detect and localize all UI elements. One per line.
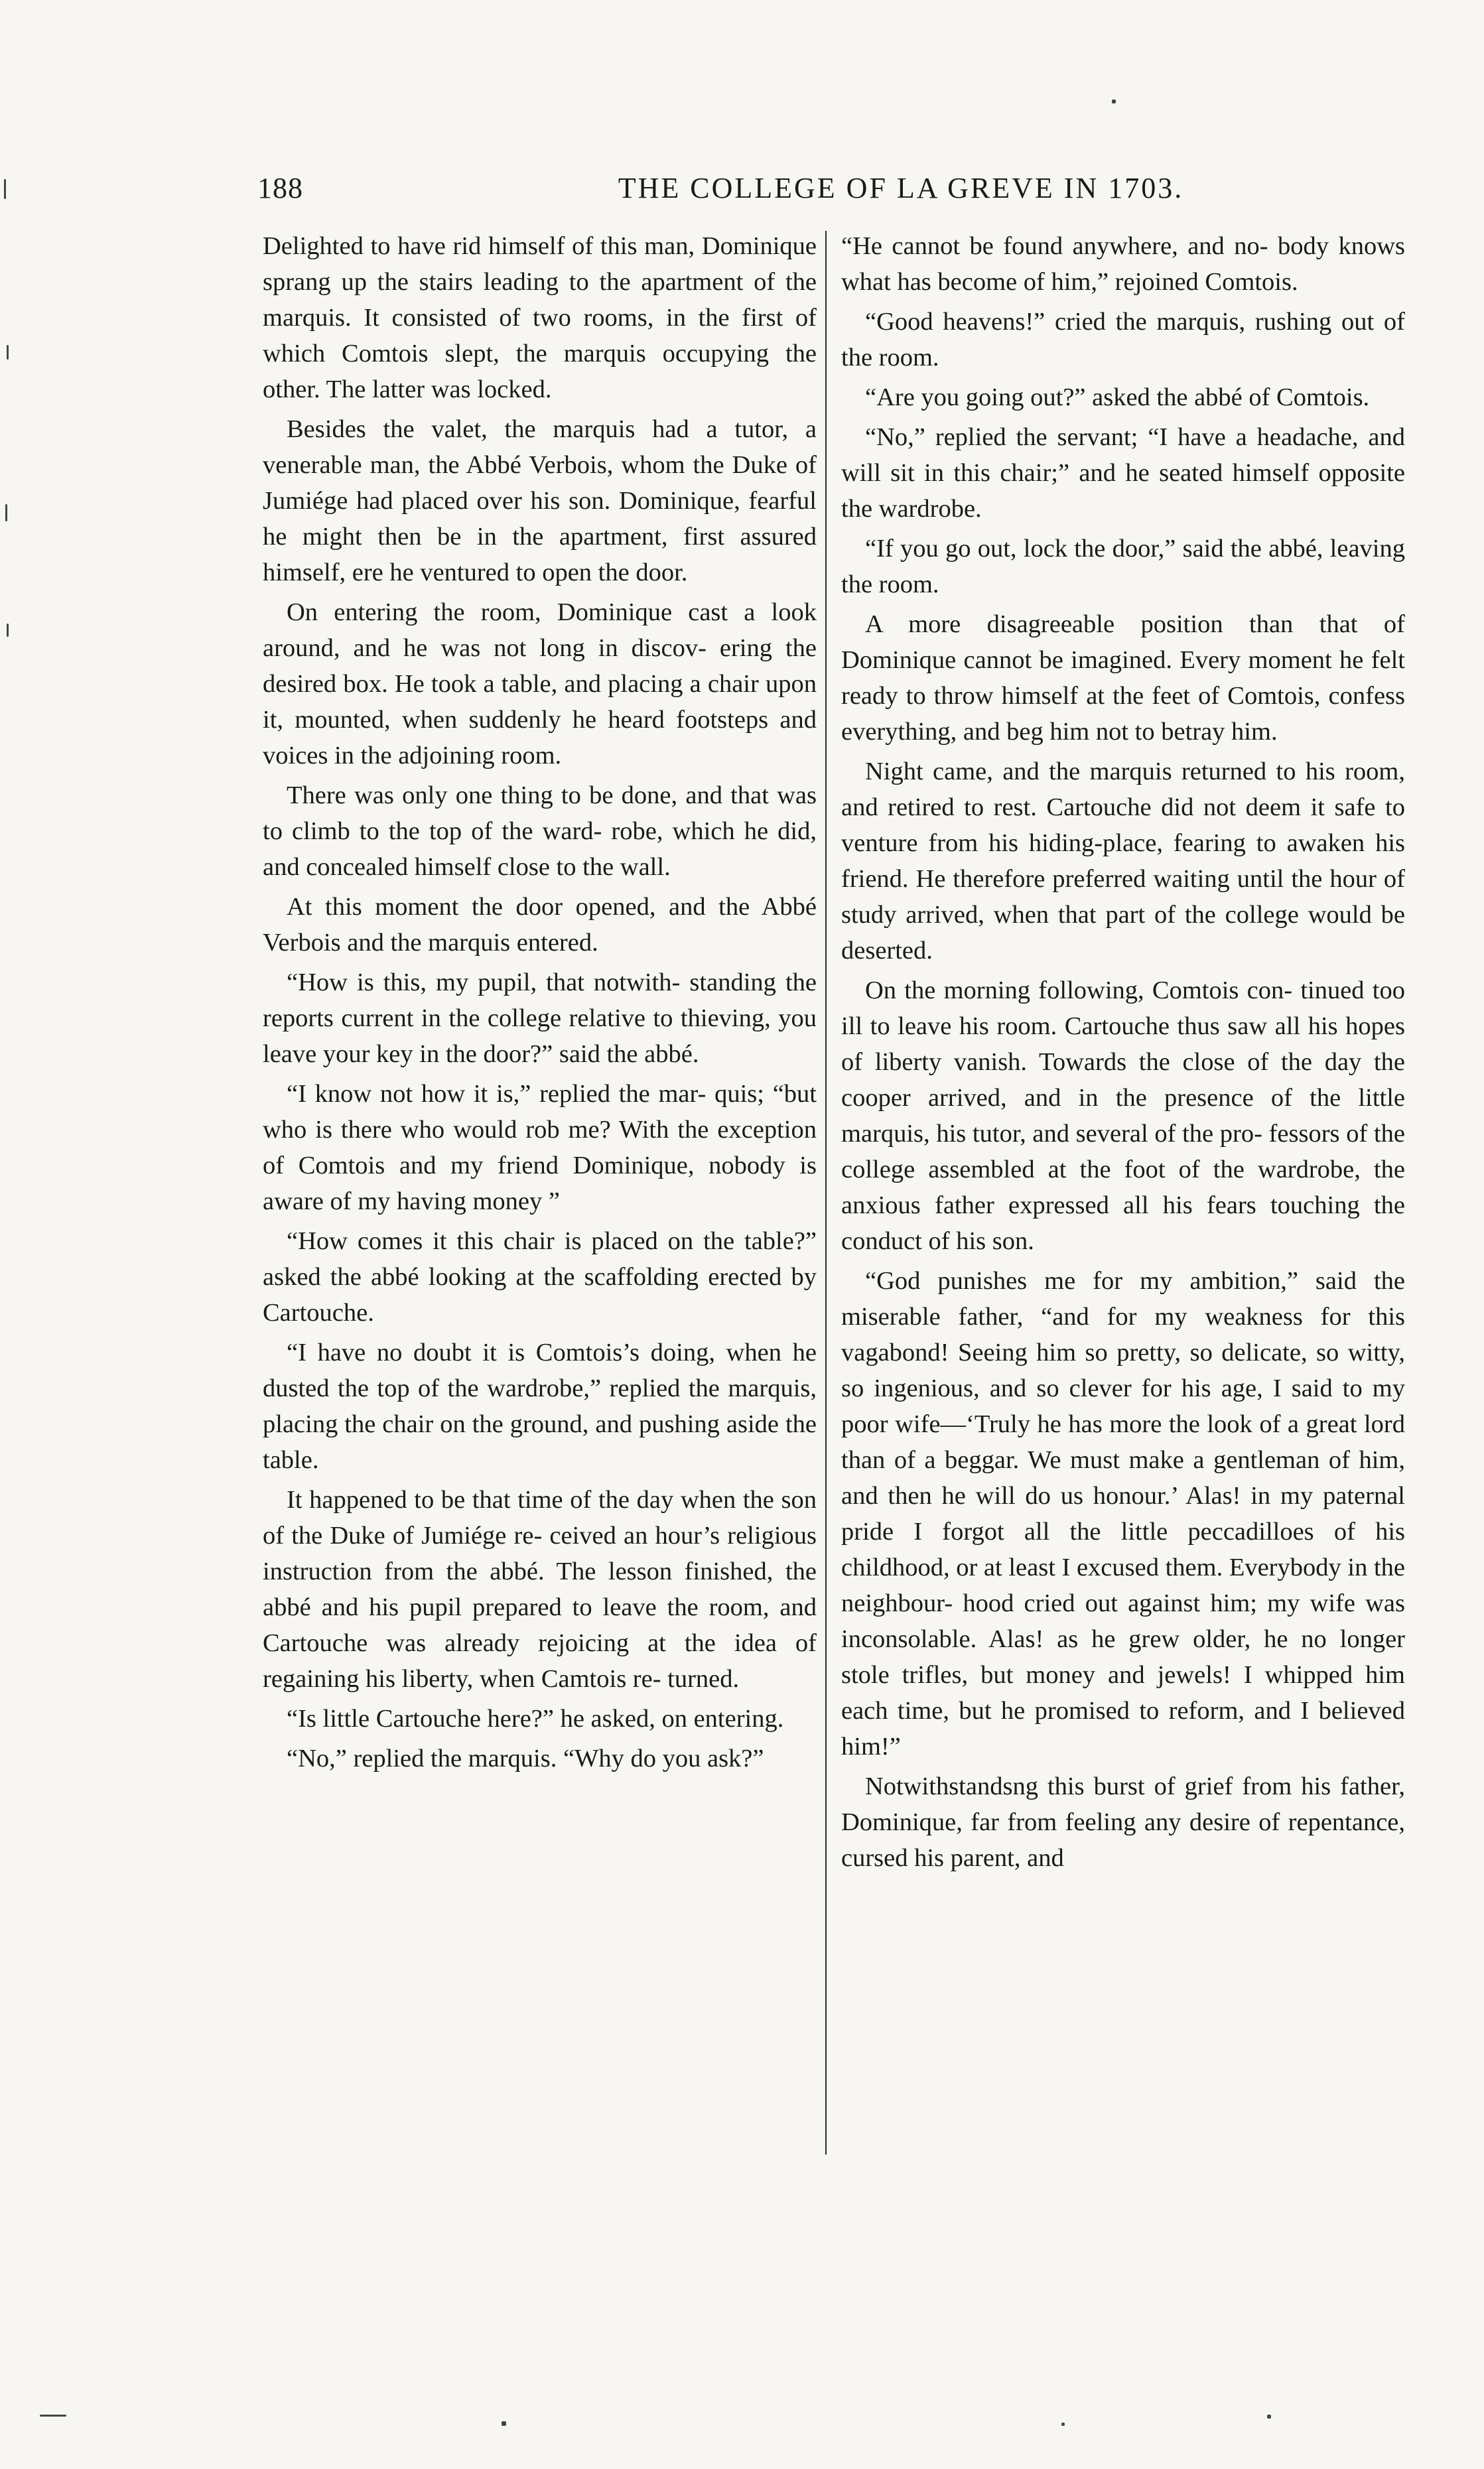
scan-speck — [7, 345, 9, 360]
paragraph: “Are you going out?” asked the abbé of Comtois. — [865, 383, 1370, 411]
scan-speck — [1267, 2415, 1271, 2419]
paragraph: There was only one thing to be done, and that was to climb to the top of the ward- robe, which he did, and concealed himself close to the wall. — [263, 781, 817, 881]
scan-speck — [40, 2415, 66, 2417]
right-column — [841, 228, 1405, 1880]
paragraph: “I know not how it is,” replied the mar- quis; “but who is there who would rob me? With the exception of Comtois and my friend Dominique, nobody is aware of my having money ” — [263, 1080, 817, 1215]
scan-speck — [7, 624, 9, 637]
page-header — [257, 171, 1412, 214]
left-column — [263, 228, 817, 1780]
paragraph: Besides the valet, the marquis had a tutor, a venerable man, the Abbé Verbois, whom the Duke of Jumiége had placed over his son. Dominique, fearful he might then be in the apartment, first assured himself, ere he ventured to open the door. — [263, 415, 817, 586]
paragraph: “No,” replied the marquis. “Why do you ask?” — [287, 1745, 764, 1772]
running-title: THE COLLEGE OF LA GREVE IN 1703. — [618, 172, 1184, 204]
paragraph: Notwithstandsng this burst of grief from his father, Dominique, far from feeling any desire of repentance, cursed his parent, and — [841, 1772, 1405, 1872]
paragraph: “Is little Cartouche here?” he asked, on entering. — [287, 1705, 784, 1733]
paragraph: “I have no doubt it is Comtois’s doing, when he dusted the top of the wardrobe,” replied the marquis, placing the chair on the ground, and pushing aside the table. — [263, 1339, 817, 1474]
paragraph: “God punishes me for my ambition,” said the miserable father, “and for my weakness for this vagabond! Seeing him so pretty, so delicate, so witty, so ingenious, and so clever for his age, I said to my poor wife—‘Truly he has more the look of a great lord than of a beggar. We must make a gentleman of him, and then he will do us honour.’ Alas! in my paternal pride I forgot all the little peccadilloes of his childhood, or at least I excused them. Everybody in the neighbour- hood cried out against him; my wife was inconsolable. Alas! as he grew older, he no longer stole trifles, but money and jewels! I whipped him each time, but he promised to reform, and I believed him!” — [841, 1267, 1405, 1761]
page-number: 188 — [257, 172, 303, 204]
scan-speck — [5, 504, 7, 521]
paragraph: “How is this, my pupil, that notwith- standing the reports current in the college relative to thieving, you leave your key in the door?” said the abbé. — [263, 968, 817, 1068]
paragraph: Night came, and the marquis returned to his room, and retired to rest. Cartouche did not deem it safe to venture from his hiding-place, fearing to awaken his friend. He therefore preferred waiting until the hour of study arrived, when that part of the college would be deserted. — [841, 758, 1405, 965]
paragraph: Delighted to have rid himself of this man, Dominique sprang up the stairs leading to the apartment of the marquis. It consisted of two rooms, in the first of which Comtois slept, the marquis occupying the other. The latter was locked. — [263, 232, 817, 403]
scan-speck — [4, 179, 6, 199]
paragraph: “No,” replied the servant; “I have a headache, and will sit in this chair;” and he seated himself opposite the wardrobe. — [841, 423, 1405, 523]
paragraph: “He cannot be found anywhere, and no- body knows what has become of him,” rejoined Comtois. — [841, 232, 1405, 296]
scan-speck — [1112, 100, 1116, 103]
scan-speck — [502, 2421, 506, 2426]
column-divider — [825, 231, 827, 2155]
paragraph: On entering the room, Dominique cast a look around, and he was not long in discov- ering the desired box. He took a table, and placing a chair upon it, mounted, when suddenly he heard footsteps and voices in the adjoining room. — [263, 598, 817, 769]
paragraph: “How comes it this chair is placed on the table?” asked the abbé looking at the scaffolding erected by Cartouche. — [263, 1227, 817, 1327]
paragraph: At this moment the door opened, and the Abbé Verbois and the marquis entered. — [263, 893, 817, 957]
paragraph: “If you go out, lock the door,” said the abbé, leaving the room. — [841, 535, 1405, 598]
paragraph: “Good heavens!” cried the marquis, rushing out of the room. — [841, 308, 1405, 371]
scan-speck — [1061, 2423, 1065, 2426]
paragraph: A more disagreeable position than that of Dominique cannot be imagined. Every moment he felt ready to throw himself at the feet of Comtois, confess everything, and beg him not to betray him. — [841, 610, 1405, 746]
paragraph: It happened to be that time of the day when the son of the Duke of Jumiége re- ceived an hour’s religious instruction from the abbé. The lesson finished, the abbé and his pupil prepared to leave the room, and Cartouche was already rejoicing at the idea of regaining his liberty, when Camtois re- turned. — [263, 1486, 817, 1693]
paragraph: On the morning following, Comtois con- tinued too ill to leave his room. Cartouche thus saw all his hopes of liberty vanish. Towards the close of the day the cooper arrived, and in the presence of the little marquis, his tutor, and several of the pro- fessors of the college assembled at the foot of the wardrobe, the anxious father expressed all his fears touching the conduct of his son. — [841, 976, 1405, 1255]
